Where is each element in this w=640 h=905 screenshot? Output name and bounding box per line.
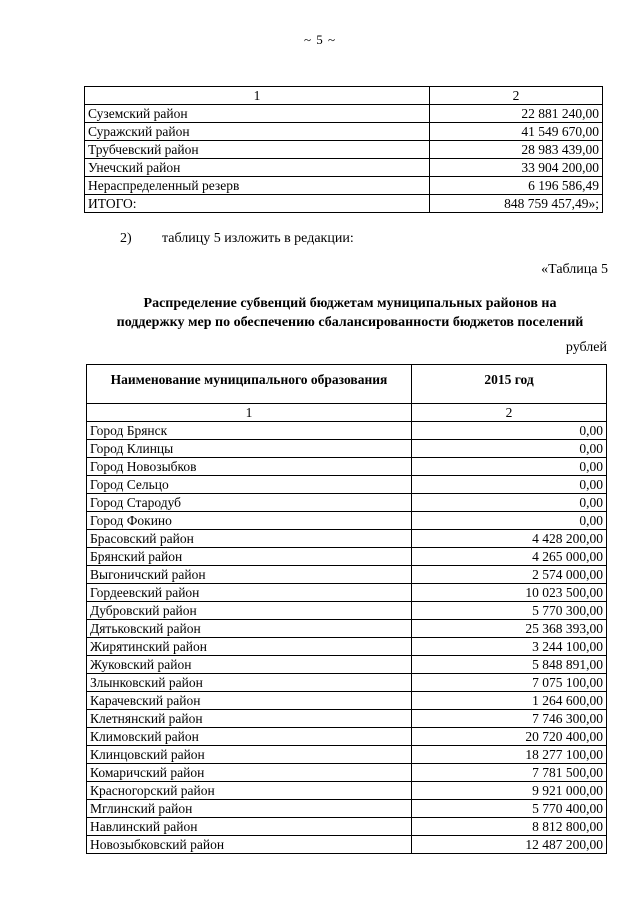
table-row	[87, 710, 607, 728]
table-row	[87, 638, 607, 656]
table-row	[87, 494, 607, 512]
amount-cell: 4 428 200,00	[412, 530, 607, 548]
amount-cell: 20 720 400,00	[412, 728, 607, 746]
amount-cell: 0,00	[412, 458, 607, 476]
municipality-name-cell: Суземский район	[85, 105, 430, 123]
table-caption: «Таблица 5	[541, 262, 608, 277]
municipality-name-cell: Дубровский район	[87, 602, 412, 620]
amount-cell: 41 549 670,00	[430, 123, 603, 141]
amendment-item	[120, 231, 354, 247]
amount-cell: 7 746 300,00	[412, 710, 607, 728]
table-row	[87, 800, 607, 818]
amount-cell: 6 196 586,49	[430, 177, 603, 195]
table-row	[87, 836, 607, 854]
table-row	[87, 566, 607, 584]
table-row	[87, 728, 607, 746]
unit-label: рублей	[565, 340, 607, 355]
amount-cell: 5 770 400,00	[412, 800, 607, 818]
amount-cell: 22 881 240,00	[430, 105, 603, 123]
table-row	[87, 458, 607, 476]
table-row	[87, 584, 607, 602]
table-row	[87, 782, 607, 800]
table-row	[87, 476, 607, 494]
amount-cell: 0,00	[412, 422, 607, 440]
municipality-name-cell: Трубчевский район	[85, 141, 430, 159]
municipality-name-cell: ИТОГО:	[85, 195, 430, 213]
amount-cell: 7 075 100,00	[412, 674, 607, 692]
table-row	[87, 530, 607, 548]
municipality-name-cell: Клинцовский район	[87, 746, 412, 764]
table-row	[87, 512, 607, 530]
amount-cell: 0,00	[412, 476, 607, 494]
amount-cell: 33 904 200,00	[430, 159, 603, 177]
amount-cell: 0,00	[412, 494, 607, 512]
table-row	[87, 674, 607, 692]
municipality-name-cell: Гордеевский район	[87, 584, 412, 602]
municipality-name-cell: Красногорский район	[87, 782, 412, 800]
item-number: 2)	[120, 231, 132, 246]
table-row	[87, 818, 607, 836]
column-title-name: Наименование муниципального образования	[87, 365, 412, 404]
municipality-name-cell: Клетнянский район	[87, 710, 412, 728]
table-title-line-1: Распределение субвенций бюджетам муниципальных районов на	[143, 296, 557, 311]
table-title-line-2: поддержку мер по обеспечению сбалансированности бюджетов поселений	[116, 315, 584, 330]
amount-cell: 25 368 393,00	[412, 620, 607, 638]
table-row	[85, 177, 603, 195]
municipality-name-cell: Жирятинский район	[87, 638, 412, 656]
table-row	[87, 692, 607, 710]
table-row	[87, 422, 607, 440]
municipality-name-cell: Карачевский район	[87, 692, 412, 710]
table-row	[87, 764, 607, 782]
amount-cell: 10 023 500,00	[412, 584, 607, 602]
municipality-name-cell: Брасовский район	[87, 530, 412, 548]
column-number-1: 1	[87, 404, 412, 422]
amount-cell: 7 781 500,00	[412, 764, 607, 782]
amount-cell: 2 574 000,00	[412, 566, 607, 584]
municipality-name-cell: Злынковский район	[87, 674, 412, 692]
table-row	[87, 656, 607, 674]
table-row	[87, 440, 607, 458]
municipality-name-cell: Комаричский район	[87, 764, 412, 782]
column-number-2: 2	[412, 404, 607, 422]
table-row	[87, 602, 607, 620]
item-text: таблицу 5 изложить в редакции:	[162, 231, 354, 246]
municipality-name-cell: Город Фокино	[87, 512, 412, 530]
table-row	[87, 746, 607, 764]
municipality-name-cell: Жуковский район	[87, 656, 412, 674]
municipality-name-cell: Выгоничский район	[87, 566, 412, 584]
amount-cell: 5 848 891,00	[412, 656, 607, 674]
amount-cell: 4 265 000,00	[412, 548, 607, 566]
table-header-row	[85, 87, 603, 105]
column-number-2: 2	[430, 87, 603, 105]
table-row	[87, 620, 607, 638]
amount-cell: 0,00	[412, 440, 607, 458]
table-row	[85, 123, 603, 141]
column-title-year: 2015 год	[412, 365, 607, 404]
amount-cell: 9 921 000,00	[412, 782, 607, 800]
municipality-name-cell: Навлинский район	[87, 818, 412, 836]
municipality-name-cell: Климовский район	[87, 728, 412, 746]
municipality-name-cell: Город Новозыбков	[87, 458, 412, 476]
amount-cell: 848 759 457,49»;	[430, 195, 603, 213]
municipality-name-cell: Дятьковский район	[87, 620, 412, 638]
amount-cell: 1 264 600,00	[412, 692, 607, 710]
table-header-row	[87, 365, 607, 404]
municipality-name-cell: Брянский район	[87, 548, 412, 566]
column-number-row	[87, 404, 607, 422]
municipality-name-cell: Суражский район	[85, 123, 430, 141]
table-title	[60, 294, 640, 332]
table-row	[85, 105, 603, 123]
table-row	[85, 141, 603, 159]
table-row	[87, 548, 607, 566]
municipality-name-cell: Мглинский район	[87, 800, 412, 818]
amount-cell: 3 244 100,00	[412, 638, 607, 656]
amount-cell: 28 983 439,00	[430, 141, 603, 159]
municipality-name-cell: Город Брянск	[87, 422, 412, 440]
page-number: ~ 5 ~	[303, 32, 337, 47]
table-row	[85, 195, 603, 213]
municipality-name-cell: Город Клинцы	[87, 440, 412, 458]
municipality-name-cell: Новозыбковский район	[87, 836, 412, 854]
column-number-1: 1	[85, 87, 430, 105]
table-row	[85, 159, 603, 177]
municipality-name-cell: Город Стародуб	[87, 494, 412, 512]
amount-cell: 8 812 800,00	[412, 818, 607, 836]
municipality-name-cell: Унечский район	[85, 159, 430, 177]
subsidy-table	[86, 364, 607, 854]
amount-cell: 18 277 100,00	[412, 746, 607, 764]
municipality-name-cell: Город Сельцо	[87, 476, 412, 494]
amount-cell: 5 770 300,00	[412, 602, 607, 620]
table-continuation	[84, 86, 603, 213]
amount-cell: 0,00	[412, 512, 607, 530]
municipality-name-cell: Нераспределенный резерв	[85, 177, 430, 195]
amount-cell: 12 487 200,00	[412, 836, 607, 854]
